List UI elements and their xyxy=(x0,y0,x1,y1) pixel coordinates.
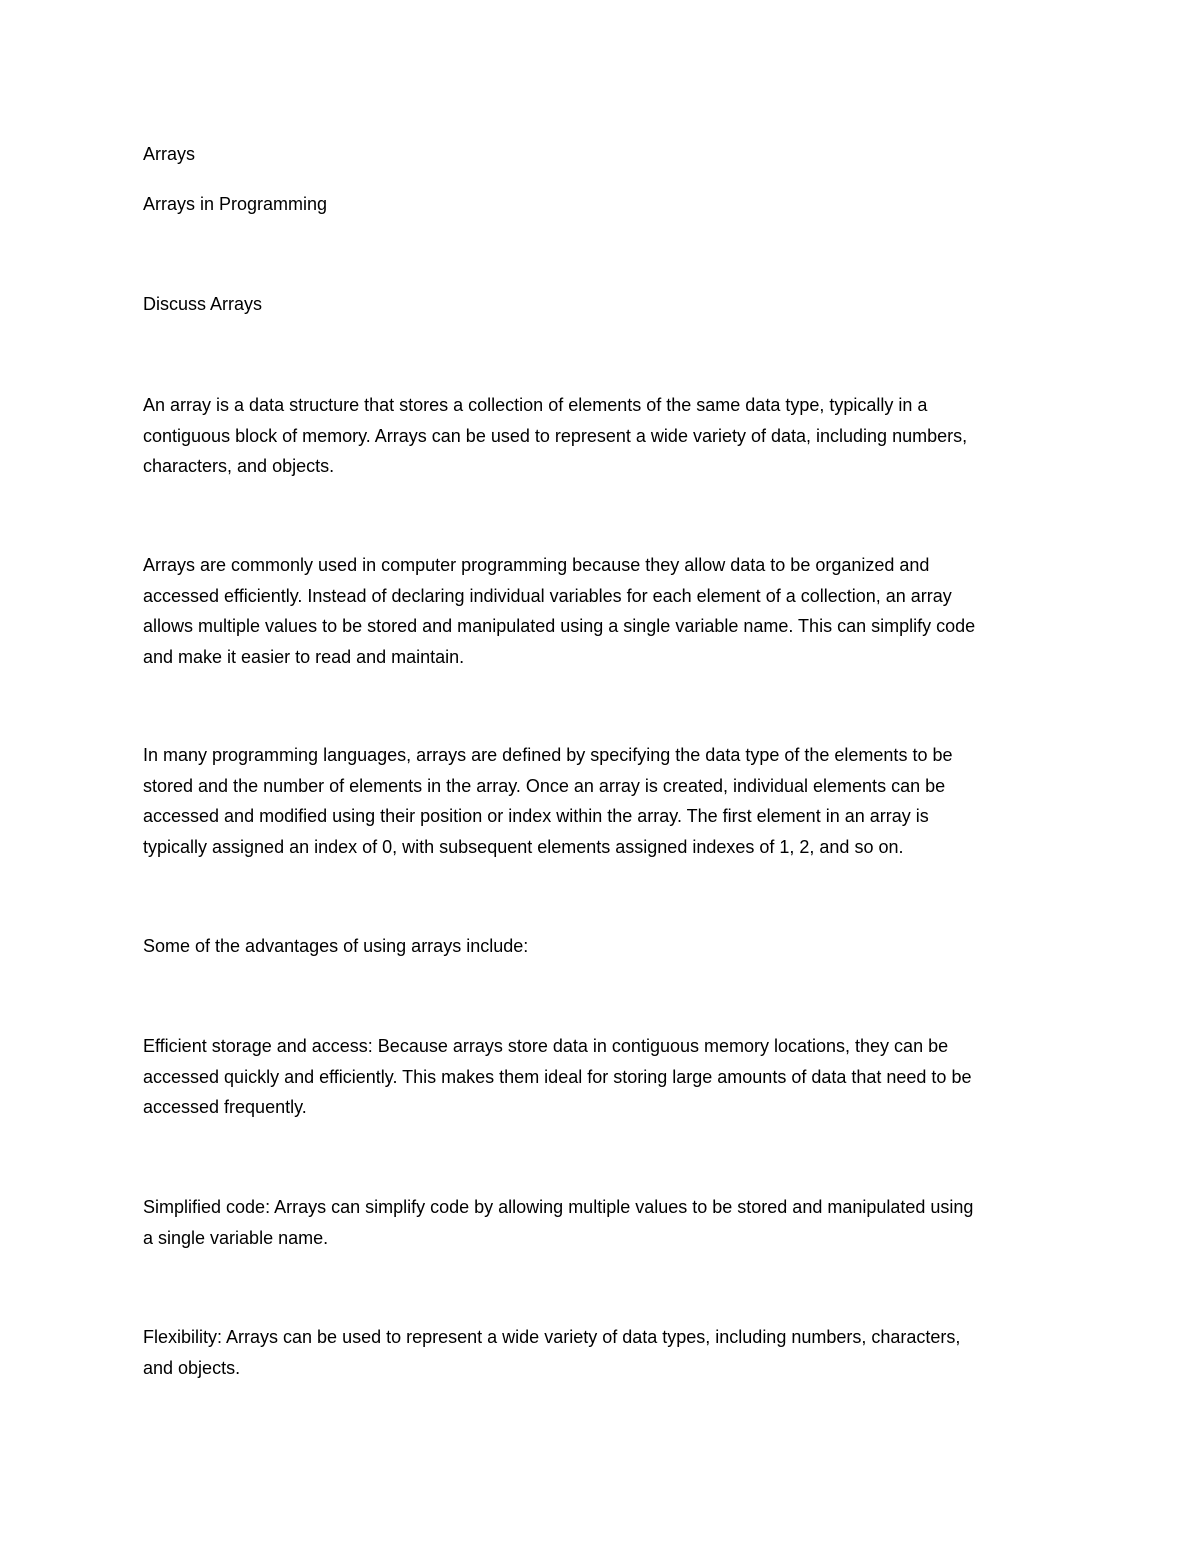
paragraph-line: allows multiple values to be stored and manipulated using a single variable name. This can simplify code xyxy=(143,616,976,636)
paragraph-line: contiguous block of memory. Arrays can be used to represent a wide variety of data, including numbers, xyxy=(143,425,968,446)
paragraph-line: Simplified code: Arrays can simplify code by allowing multiple values to be stored and manipulated using xyxy=(143,1197,974,1217)
paragraph-line: Efficient storage and access: Because arrays store data in contiguous memory locations, they can be xyxy=(143,1036,949,1056)
paragraph-usage xyxy=(143,550,1083,672)
paragraph-line: and objects. xyxy=(143,1357,241,1378)
paragraph-line: An array is a data structure that stores a collection of elements of the same data type, typically in a xyxy=(143,395,928,415)
paragraph-flexibility xyxy=(143,1322,1083,1383)
paragraph-line: Flexibility: Arrays can be used to represent a wide variety of data types, including numbers, characters, xyxy=(143,1327,961,1347)
paragraph-line: characters, and objects. xyxy=(143,456,335,476)
paragraph-line: Some of the advantages of using arrays include: xyxy=(143,936,529,956)
paragraph-line: and make it easier to read and maintain. xyxy=(143,646,465,667)
paragraph-line: a single variable name. xyxy=(143,1227,329,1248)
paragraph-definition xyxy=(143,390,1083,482)
paragraph-line: In many programming languages, arrays are defined by specifying the data type of the elements to be xyxy=(143,745,953,765)
paragraph-line: accessed frequently. xyxy=(143,1097,307,1117)
document-prompt: Discuss Arrays xyxy=(143,294,263,314)
document-subtitle: Arrays in Programming xyxy=(143,194,328,214)
paragraph-line: accessed and modified using their position or index within the array. The first element in an array is xyxy=(143,806,929,826)
paragraph-line: stored and the number of elements in the array. Once an array is created, individual elements can be xyxy=(143,775,946,796)
paragraph-advantages-intro xyxy=(143,931,1083,962)
paragraph-indexing xyxy=(143,740,1083,862)
paragraph-line: Arrays are commonly used in computer programming because they allow data to be organized and xyxy=(143,555,930,575)
paragraph-line: accessed efficiently. Instead of declaring individual variables for each element of a collection, an array xyxy=(143,585,952,606)
document-title: Arrays xyxy=(143,144,196,164)
paragraph-line: accessed quickly and efficiently. This makes them ideal for storing large amounts of data that need to be xyxy=(143,1066,972,1087)
paragraph-line: typically assigned an index of 0, with subsequent elements assigned indexes of 1, 2, and so on. xyxy=(143,836,904,857)
paragraph-efficient-storage xyxy=(143,1031,1083,1123)
paragraph-simplified-code xyxy=(143,1192,1083,1253)
